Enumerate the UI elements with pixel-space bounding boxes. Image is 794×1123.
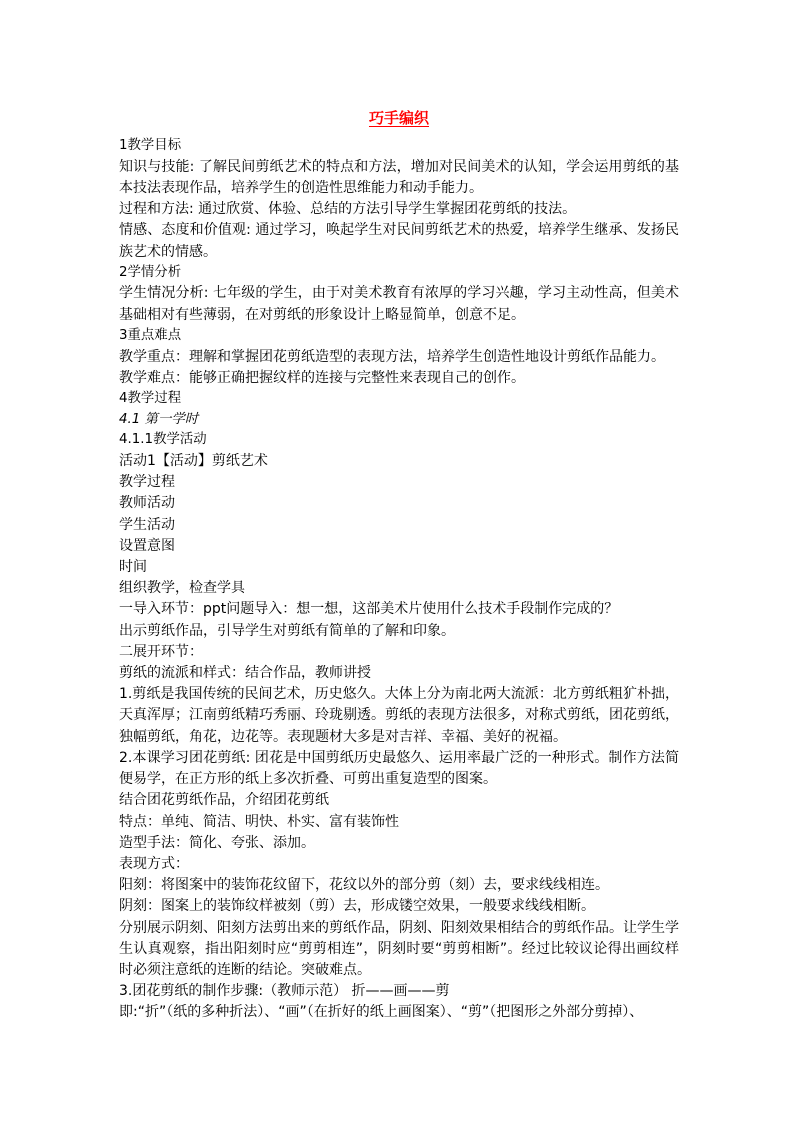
paragraph: 学生情况分析: 七年级的学生，由于对美术教育有浓厚的学习兴趣，学习主动性高，但美术基础相对有些薄弱，在对剪纸的形象设计上略显简单，创意不足。	[119, 285, 679, 323]
paragraph: 阴刻：图案上的装饰纹样被刻（剪）去，形成镂空效果，一般要求线线相断。	[119, 898, 595, 915]
section-heading: 2学情分析	[119, 264, 182, 280]
paragraph: 过程和方法: 通过欣赏、体验、总结的方法引导学生掌握团花剪纸的技法。	[119, 201, 577, 218]
paragraph: 表现方式：	[119, 855, 189, 872]
section-heading: 4教学过程	[119, 390, 182, 406]
paragraph: 造型手法：简化、夸张、添加。	[119, 834, 315, 851]
paragraph: 教学难点：能够正确把握纹样的连接与完整性来表现自己的创作。	[119, 369, 525, 386]
paragraph: 教学重点：理解和掌握团花剪纸造型的表现方法，培养学生创造性地设计剪纸作品能力。	[119, 348, 665, 365]
paragraph: 设置意图	[119, 537, 175, 554]
paragraph: 2.本课学习团花剪纸: 团花是中国剪纸历史最悠久、运用率最广泛的一种形式。制作方法简便易学，在正方形的纸上多次折叠、可剪出重复造型的图案。	[119, 749, 679, 788]
paragraph: 学生活动	[119, 516, 175, 533]
document-title: 巧手编织	[368, 109, 429, 127]
paragraph: 结合团花剪纸作品，介绍团花剪纸	[119, 792, 329, 809]
paragraph: 组织教学，检查学具	[119, 580, 245, 597]
section-heading: 3重点难点	[119, 327, 182, 343]
paragraph: 二展开环节：	[119, 643, 203, 660]
paragraph: 特点：单纯、简洁、明快、朴实、富有装饰性	[119, 813, 399, 830]
activity-heading: 活动1【活动】剪纸艺术	[119, 453, 268, 470]
paragraph: 阳刻：将图案中的装饰花纹留下，花纹以外的部分剪（刻）去，要求线线相连。	[119, 877, 609, 894]
subsection-heading: 4.1.1教学活动	[119, 432, 207, 448]
paragraph: 教学过程	[119, 474, 175, 491]
paragraph: 时间	[119, 559, 147, 576]
paragraph: 知识与技能: 了解民间剪纸艺术的特点和方法，增加对民间美术的认知，学会运用剪纸的基本技法表现作品，培养学生的创造性思维能力和动手能力。	[119, 158, 679, 196]
paragraph: 即:“折”（纸的多种折法）、“画”（在折好的纸上画图案）、“剪”（把图形之外部分剪掉）、	[119, 1004, 644, 1021]
paragraph: 剪纸的流派和样式：结合作品，教师讲授	[119, 665, 371, 682]
paragraph: 1.剪纸是我国传统的民间艺术，历史悠久。大体上分为南北两大流派：北方剪纸粗犷朴拙，天真浑厚；江南剪纸精巧秀丽、玲珑剔透。剪纸的表现方法很多，对称式剪纸，团花剪纸，独幅剪纸，角花，边花等。表现题材大多是对吉祥、幸福、美好的祝福。	[119, 686, 679, 745]
paragraph: 教师活动	[119, 495, 175, 512]
paragraph: 情感、态度和价值观: 通过学习，唤起学生对民间剪纸艺术的热爱，培养学生继承、发扬民族艺术的情感。	[119, 222, 679, 260]
paragraph: 分别展示阴刻、阳刻方法剪出来的剪纸作品，阴刻、阳刻效果相结合的剪纸作品。让学生学生认真观察，指出阳刻时应“剪剪相连”，阴刻时要“剪剪相断”。经过比较议论得出画纹样时必须注意纸的连断的结论。突破难点。	[119, 919, 679, 978]
paragraph: 一导入环节：ppt问题导入：想一想，这部美术片使用什么技术手段制作完成的？	[119, 601, 619, 618]
paragraph: 3.团花剪纸的制作步骤:（教师示范） 折——画——剪	[119, 983, 450, 1000]
subsection-heading: 4.1 第一学时	[119, 411, 199, 427]
document-body	[119, 104, 679, 1024]
paragraph: 出示剪纸作品，引导学生对剪纸有简单的了解和印象。	[119, 622, 455, 639]
section-heading: 1教学目标	[119, 138, 182, 153]
